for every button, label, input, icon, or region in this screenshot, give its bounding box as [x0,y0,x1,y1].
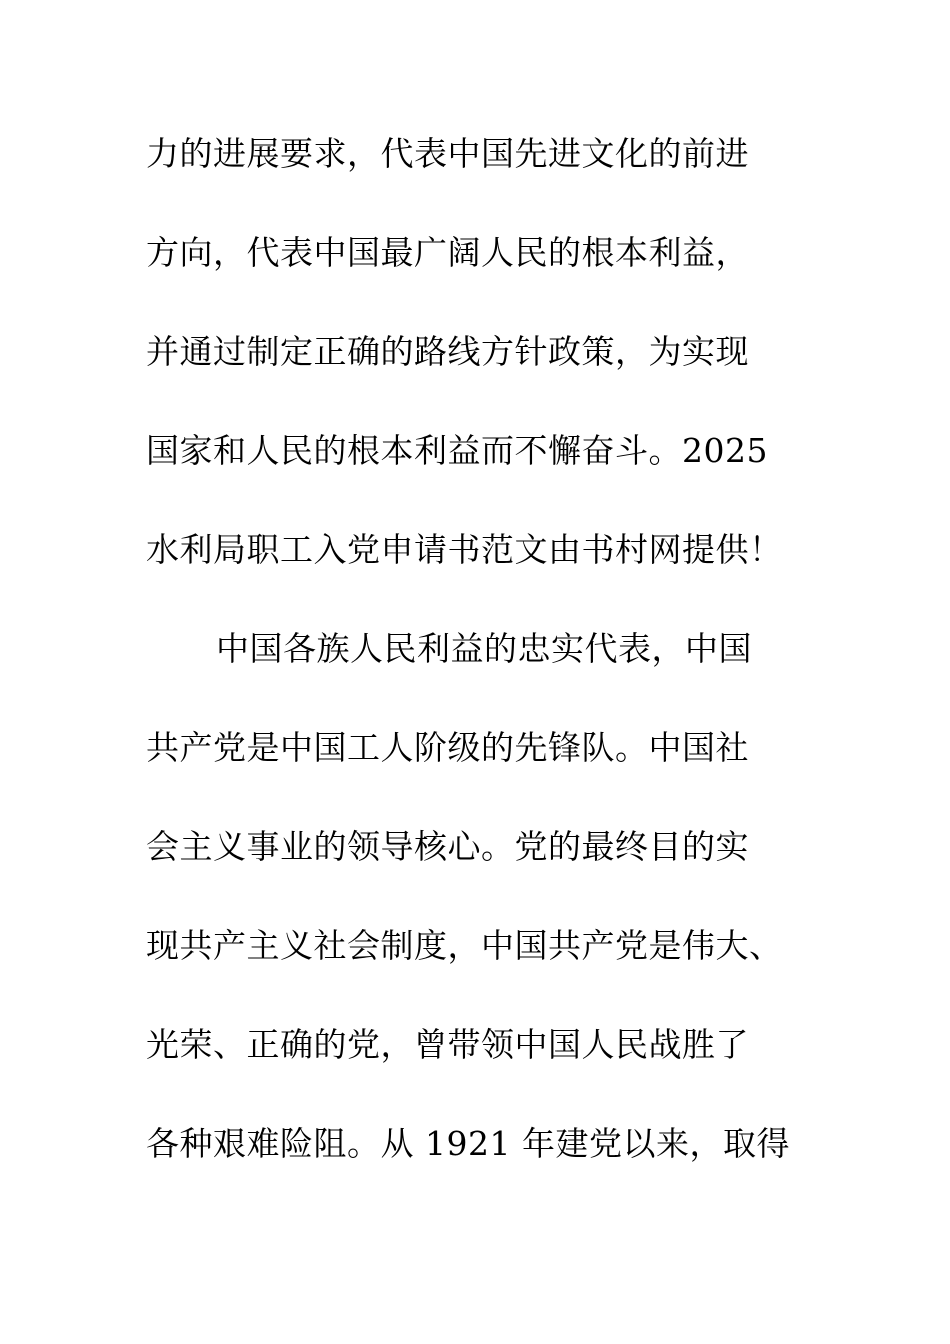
text-line: 国家和人民的根本利益而不懈奋斗。2025 [146,431,768,470]
text-line: 并通过制定正确的路线方针政策，为实现 [146,332,749,371]
text-line: 力的进展要求，代表中国先进文化的前进 [146,134,749,173]
text-line: 共产党是中国工人阶级的先锋队。中国社 [146,728,749,767]
paragraph-start-line: 中国各族人民利益的忠实代表，中国 [216,629,752,668]
text-line: 光荣、正确的党，曾带领中国人民战胜了 [146,1025,749,1064]
text-line: 会主义事业的领导核心。党的最终目的实 [146,827,749,866]
body-text [146,124,826,1213]
text-line: 水利局职工入党申请书范文由书村网提供！ [146,530,783,569]
text-line: 各种艰难险阻。从 1921 年建党以来，取得 [146,1124,790,1163]
text-line: 现共产主义社会制度，中国共产党是伟大、 [146,926,783,965]
text-line: 方向，代表中国最广阔人民的根本利益， [146,233,749,272]
